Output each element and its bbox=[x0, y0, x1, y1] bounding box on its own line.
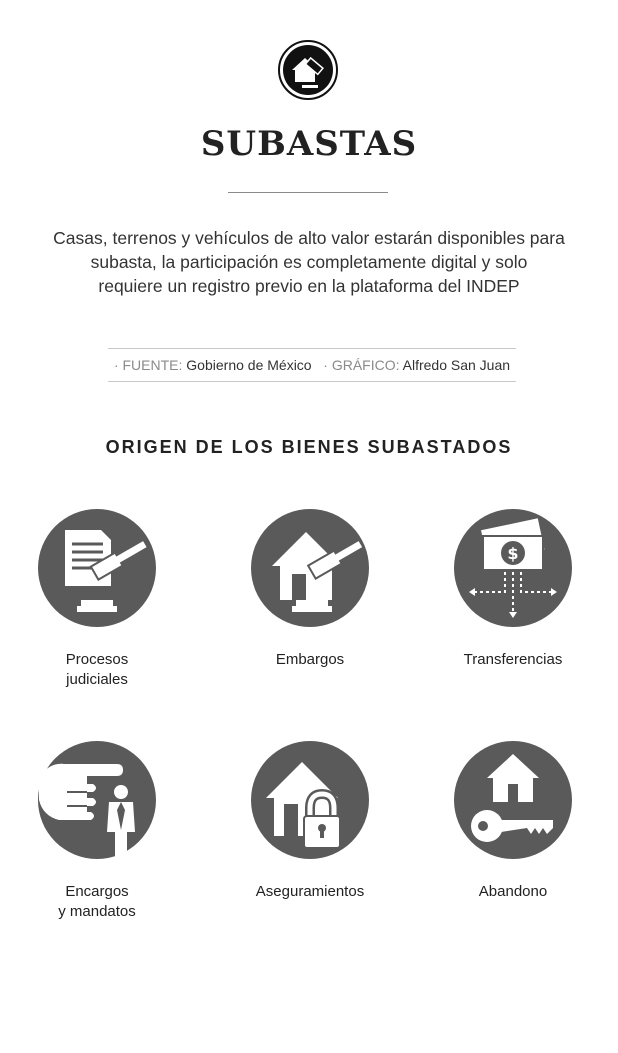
caption-line: Transferencias bbox=[463, 651, 563, 668]
source-value: Gobierno de México bbox=[186, 357, 312, 373]
caption-line: Embargos bbox=[275, 651, 345, 668]
graphic-value: Alfredo San Juan bbox=[402, 357, 511, 373]
auction-logo-icon bbox=[278, 40, 338, 100]
section-title: ORIGEN DE LOS BIENES SUBASTADOS bbox=[105, 437, 513, 457]
money-transfer-icon bbox=[453, 508, 573, 628]
intro-line: subasta, la participación es completamente digital y solo bbox=[90, 252, 528, 272]
intro-text bbox=[40, 226, 578, 298]
gavel-document-icon bbox=[37, 508, 157, 628]
label-transferencias bbox=[423, 650, 603, 670]
title-divider bbox=[228, 192, 388, 193]
label-aseguramientos bbox=[220, 882, 400, 902]
house-key-icon bbox=[453, 740, 573, 860]
graphic-label: · GRÁFICO: bbox=[323, 357, 400, 373]
intro-line: Casas, terrenos y vehículos de alto valor estarán disponibles para bbox=[53, 228, 565, 248]
credits-bar bbox=[108, 348, 516, 382]
label-embargos bbox=[220, 650, 400, 670]
caption-line: judiciales bbox=[66, 671, 128, 688]
house-lock-icon bbox=[250, 740, 370, 860]
caption-line: Procesos bbox=[65, 651, 129, 668]
caption-line: y mandatos bbox=[58, 903, 136, 920]
intro-line: requiere un registro previo en la plataforma del INDEP bbox=[98, 276, 520, 296]
label-encargos-mandatos bbox=[7, 882, 187, 922]
caption-line: Aseguramientos bbox=[255, 883, 365, 900]
label-abandono bbox=[423, 882, 603, 902]
caption-line: Abandono bbox=[478, 883, 548, 900]
caption-line: Encargos bbox=[65, 883, 129, 900]
label-procesos-judiciales bbox=[7, 650, 187, 690]
source-label: · FUENTE: bbox=[113, 357, 183, 373]
page-title: SUBASTAS bbox=[200, 124, 418, 164]
svg-text:$: $ bbox=[507, 544, 519, 563]
hand-pointing-person-icon bbox=[37, 740, 157, 860]
gavel-house-icon bbox=[250, 508, 370, 628]
